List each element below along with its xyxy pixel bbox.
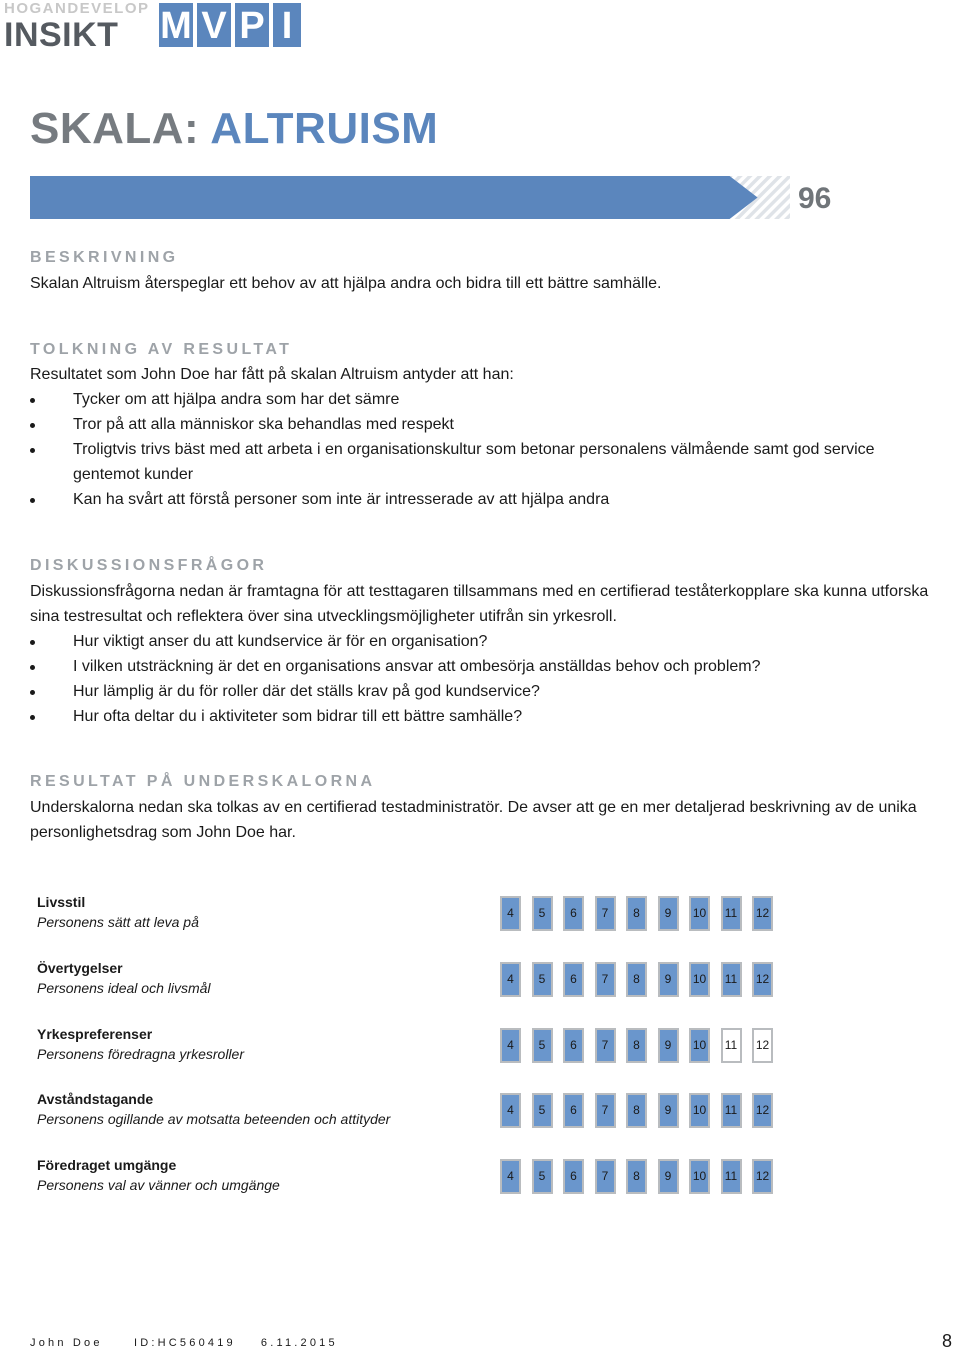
footer-info — [30, 1337, 338, 1349]
scale-box: 10 — [689, 896, 710, 931]
subscale-description: Personens föredragna yrkesroller — [37, 1046, 244, 1062]
scale-box: 5 — [532, 1093, 553, 1128]
list-item: Hur viktigt anser du att kundservice är för en organisation? — [30, 629, 960, 654]
scale-box: 10 — [689, 1028, 710, 1063]
list-item: Kan ha svårt att förstå personer som inte är intresserade av att hjälpa andra — [30, 487, 960, 512]
subscale-boxes — [500, 1028, 784, 1063]
scale-box: 4 — [500, 962, 521, 997]
subscale-boxes — [500, 1159, 784, 1194]
scale-box: 11 — [721, 1159, 742, 1194]
resultat-intro: Underskalorna nedan ska tolkas av en certifierad testadministratör. De avser att ge en mer detaljerad beskrivning av de unika personlighetsdrag som John Doe har. — [30, 799, 917, 841]
scale-box: 11 — [721, 1093, 742, 1128]
scale-box: 12 — [752, 1093, 773, 1128]
mvpi-logo — [159, 3, 301, 47]
scale-box: 7 — [595, 962, 616, 997]
scale-box: 10 — [689, 1159, 710, 1194]
subscale-name: Avståndstagande — [37, 1091, 154, 1107]
scale-box: 5 — [532, 1159, 553, 1194]
scale-box: 7 — [595, 1159, 616, 1194]
scale-box: 12 — [752, 896, 773, 931]
title-prefix: SKALA: — [30, 104, 211, 153]
logo-letter: V — [197, 3, 231, 47]
subscale-name: Yrkespreferenser — [37, 1026, 153, 1042]
subscale-boxes — [500, 1093, 784, 1128]
scale-box: 12 — [752, 962, 773, 997]
score-bar-fill — [30, 176, 758, 219]
title-scale: ALTRUISM — [210, 104, 439, 153]
scale-box: 6 — [563, 1028, 584, 1063]
footer-date: 6.11.2015 — [260, 1337, 338, 1349]
page-title — [30, 104, 438, 154]
beskrivning-text: Skalan Altruism återspeglar ett behov av att hjälpa andra och bidra till ett bättre samhälle. — [30, 275, 662, 292]
subscale-description: Personens ideal och livsmål — [37, 980, 211, 996]
scale-box: 11 — [721, 896, 742, 931]
section-heading-tolkning: TOLKNING AV RESULTAT — [30, 341, 293, 358]
tolkning-list — [30, 387, 960, 512]
scale-box: 12 — [752, 1028, 773, 1063]
brand-subtitle: HOGANDEVELOP — [4, 0, 150, 17]
list-item: Tror på att alla människor ska behandlas med respekt — [30, 412, 960, 437]
scale-box: 5 — [532, 962, 553, 997]
list-item: Tycker om att hjälpa andra som har det sämre — [30, 387, 960, 412]
scale-box: 9 — [658, 1028, 679, 1063]
subscale-boxes — [500, 896, 784, 931]
diskussion-intro: Diskussionsfrågorna nedan är framtagna för att testtagaren tillsammans med en certifierad teståterkopplare ska kunna utforska sina testresultat och reflektera över sina utvecklingsmöjligheter utifrån sin yrkesroll. — [30, 583, 929, 625]
subscale-description: Personens ogillande av motsatta beteenden och attityder — [37, 1111, 391, 1127]
scale-box: 10 — [689, 1093, 710, 1128]
scale-box: 8 — [626, 962, 647, 997]
list-item: Hur ofta deltar du i aktiviteter som bidrar till ett bättre samhälle? — [30, 704, 960, 729]
score-bar — [30, 176, 790, 219]
footer-id: ID:HC560419 — [133, 1337, 236, 1349]
logo-letter: I — [273, 3, 301, 47]
scale-box: 11 — [721, 1028, 742, 1063]
subscale-row — [37, 1091, 937, 1141]
tolkning-intro: Resultatet som John Doe har fått på skalan Altruism antyder att han: — [30, 366, 514, 383]
list-item: Troligtvis trivs bäst med att arbeta i en organisationskultur som betonar personalens välmående samt god service gentemot kunder — [30, 437, 910, 487]
scale-box: 6 — [563, 1093, 584, 1128]
scale-box: 8 — [626, 1159, 647, 1194]
scale-box: 9 — [658, 1093, 679, 1128]
score-value: 96 — [798, 182, 832, 215]
footer-name: John Doe — [30, 1337, 103, 1349]
scale-box: 4 — [500, 1093, 521, 1128]
subscale-row — [37, 960, 937, 1010]
scale-box: 8 — [626, 1093, 647, 1128]
scale-box: 8 — [626, 1028, 647, 1063]
scale-box: 6 — [563, 962, 584, 997]
scale-box: 5 — [532, 896, 553, 931]
scale-box: 10 — [689, 962, 710, 997]
logo-letter: P — [235, 3, 269, 47]
subscale-name: Föredraget umgänge — [37, 1157, 177, 1173]
scale-box: 11 — [721, 962, 742, 997]
section-heading-diskussion: DISKUSSIONSFRÅGOR — [30, 557, 268, 574]
page-number: 8 — [941, 1331, 952, 1351]
logo-letter: M — [160, 5, 192, 47]
list-item: I vilken utsträckning är det en organisations ansvar att ombesörja anställdas behov och problem? — [30, 654, 960, 679]
scale-box: 8 — [626, 896, 647, 931]
scale-box: 4 — [500, 1028, 521, 1063]
scale-box: 6 — [563, 896, 584, 931]
list-item: Hur lämplig är du för roller där det ställs krav på god kundservice? — [30, 679, 960, 704]
section-heading-resultat: RESULTAT PÅ UNDERSKALORNA — [30, 773, 376, 790]
subscale-name: Livsstil — [37, 894, 86, 910]
scale-box: 5 — [532, 1028, 553, 1063]
subscale-row — [37, 1026, 937, 1076]
subscale-description: Personens sätt att leva på — [37, 914, 199, 930]
scale-box: 7 — [595, 896, 616, 931]
subscale-boxes — [500, 962, 784, 997]
subscale-row — [37, 894, 937, 944]
scale-box: 4 — [500, 1159, 521, 1194]
subscale-row — [37, 1157, 937, 1207]
scale-box: 4 — [500, 896, 521, 931]
scale-box: 9 — [658, 962, 679, 997]
subscale-description: Personens val av vänner och umgänge — [37, 1177, 280, 1193]
scale-box: 7 — [595, 1028, 616, 1063]
scale-box: 7 — [595, 1093, 616, 1128]
brand-name: INSIKT — [4, 16, 119, 54]
scale-box: 9 — [658, 896, 679, 931]
scale-box: 6 — [563, 1159, 584, 1194]
diskussion-list — [30, 629, 960, 729]
section-heading-beskrivning: BESKRIVNING — [30, 249, 179, 266]
subscale-name: Övertygelser — [37, 960, 123, 976]
scale-box: 9 — [658, 1159, 679, 1194]
scale-box: 12 — [752, 1159, 773, 1194]
